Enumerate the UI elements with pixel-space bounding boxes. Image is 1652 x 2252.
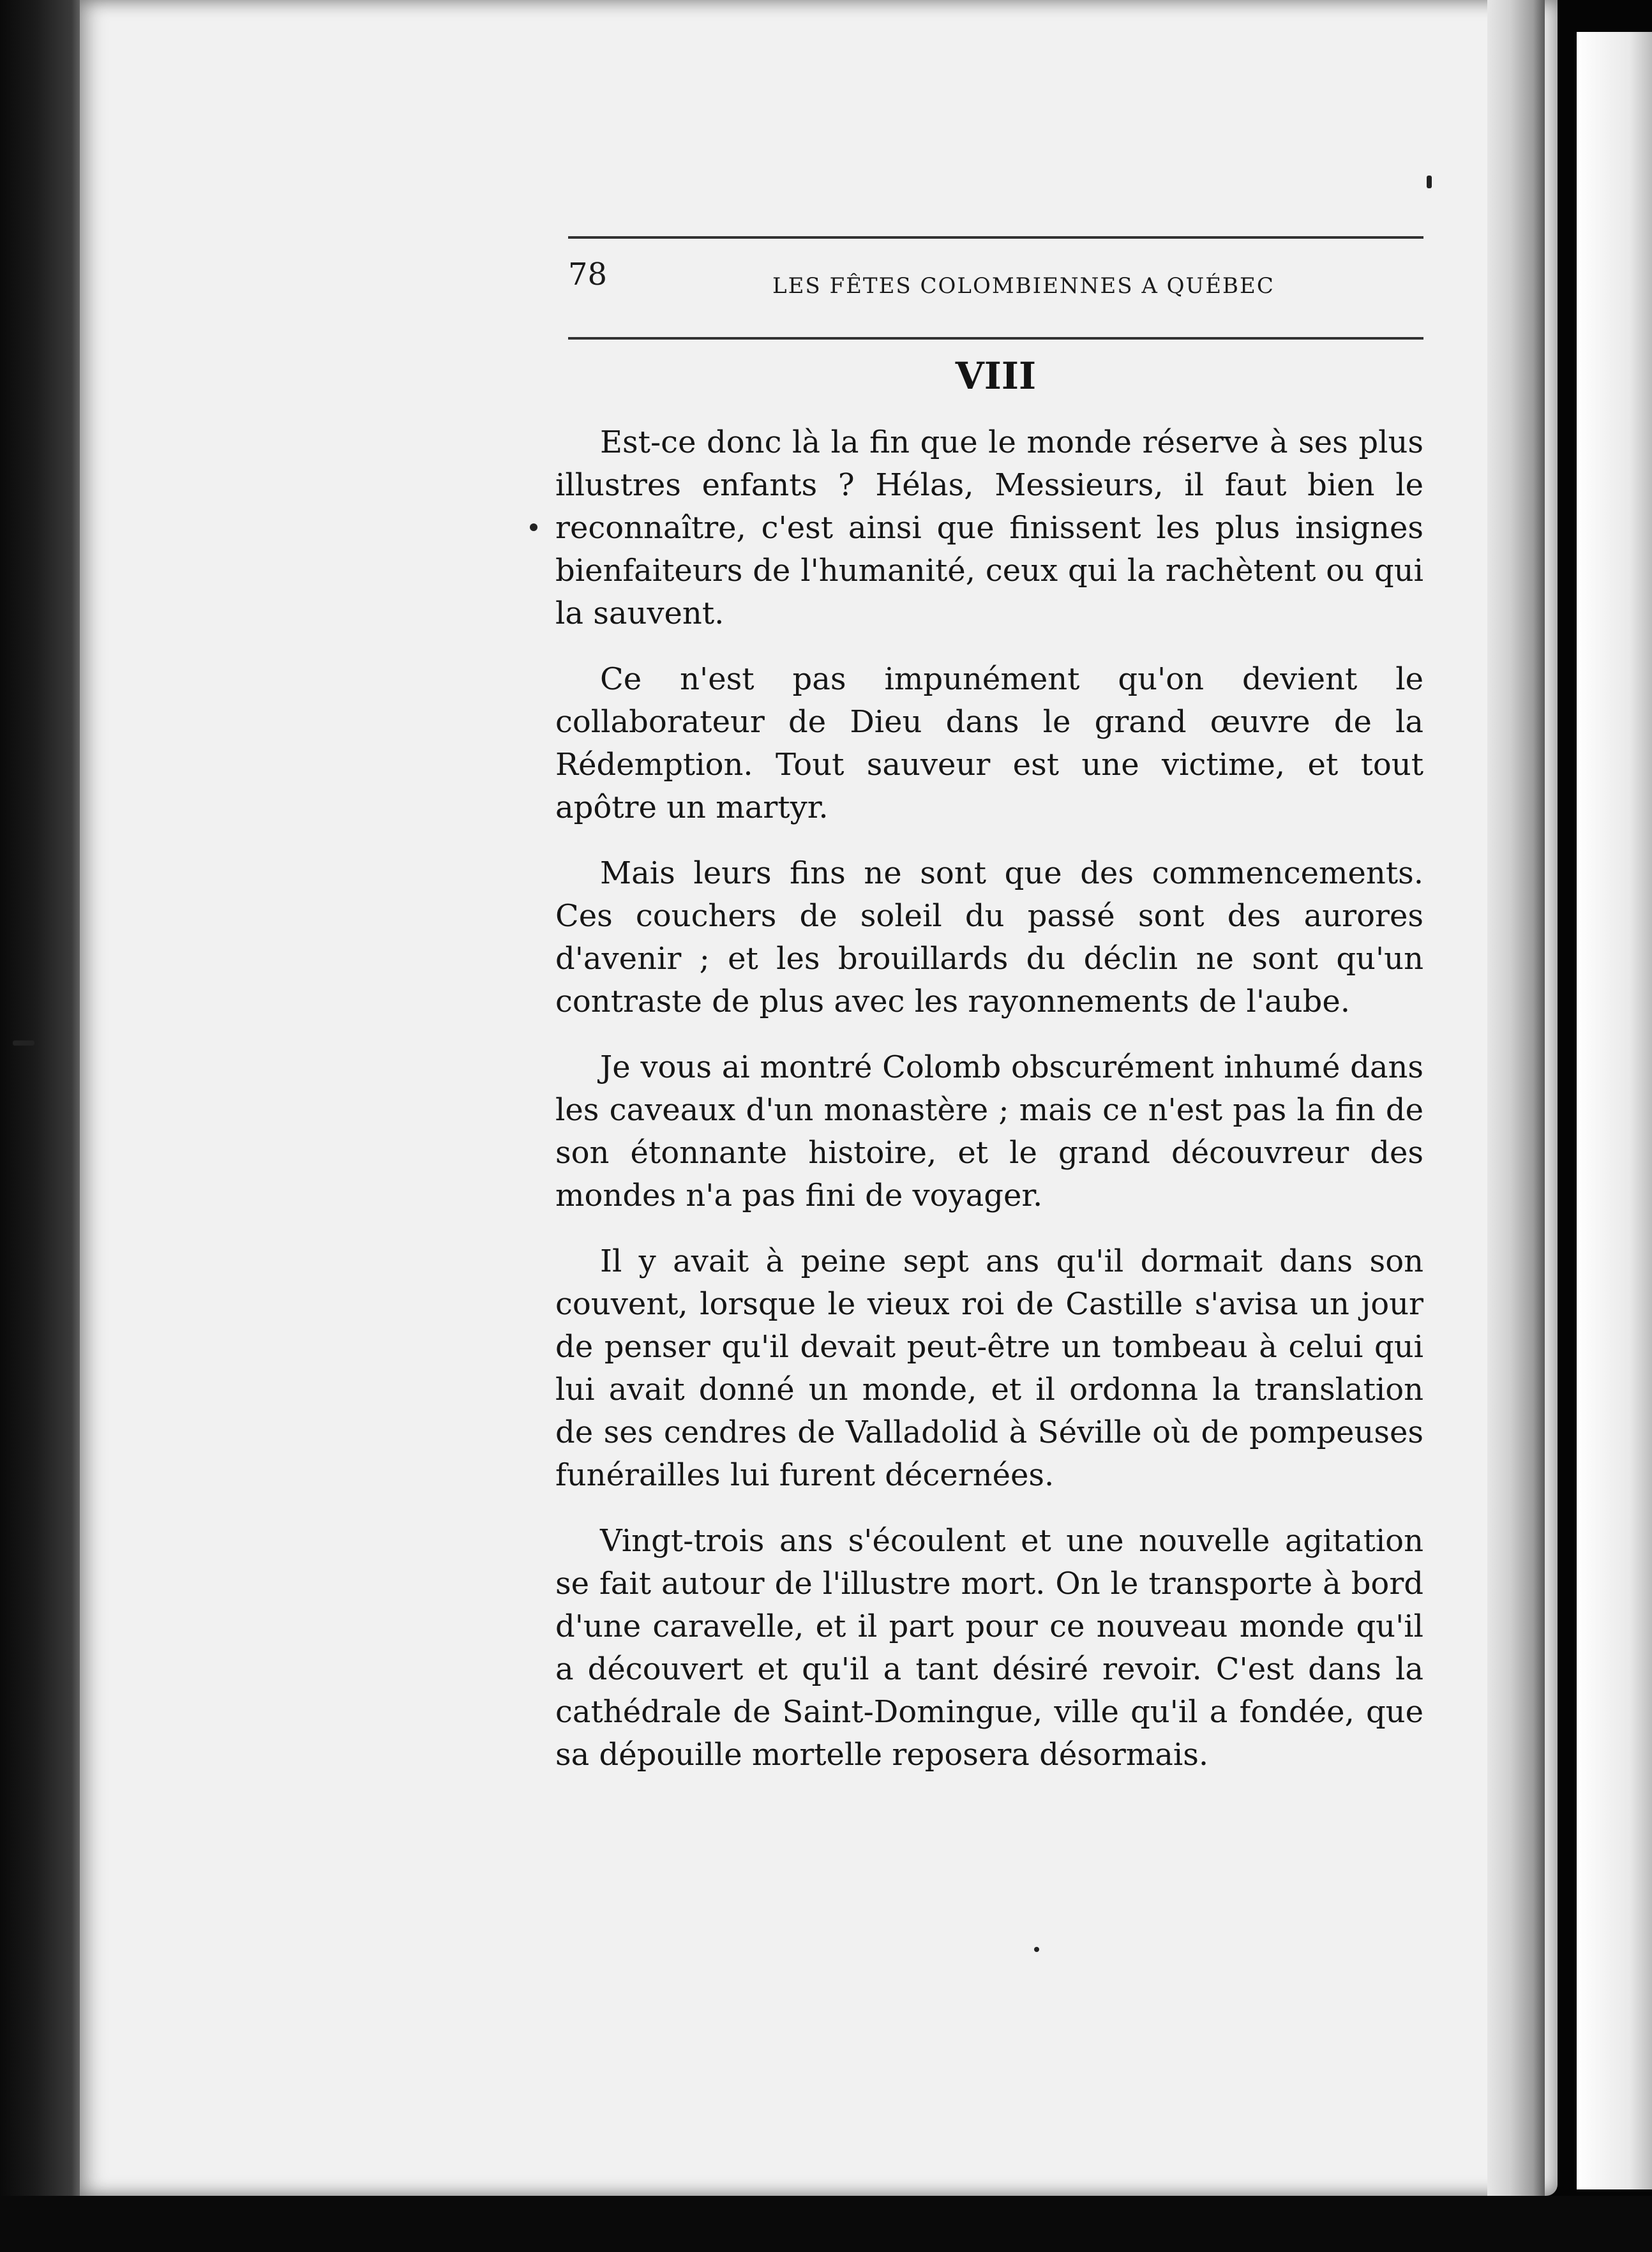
- adjacent-page-edge: [1577, 32, 1652, 2189]
- paragraph-2: Ce n'est pas impunément qu'on devient le collaborateur de Dieu dans le grand œuvre de la Rédemption. Tout sauveur est une victime, et tout apôtre un martyr.: [555, 661, 1423, 825]
- ink-speck: [530, 523, 537, 531]
- paragraph-1: Est-ce donc là la fin que le monde réserve à ses plus illustres enfants ? Hélas, Messieurs, il faut bien le reconnaître, c'est ainsi que finissent les plus insignes bienfaiteurs de l'humanité, ceux qui la rachètent ou qui la sauvent.: [555, 424, 1423, 631]
- scan-background: [0, 2196, 1652, 2252]
- paragraph-4: Je vous ai montré Colomb obscurément inhumé dans les caveaux d'un monastère ; mais ce n'est pas la fin de son étonnante histoire, et le grand découvreur des mondes n'a pas fini de voyager.: [555, 1049, 1423, 1213]
- paragraph-6: Vingt-trois ans s'écoulent et une nouvelle agitation se fait autour de l'illustre mort. On le transporte à bord d'une caravelle, et il part pour ce nouveau monde qu'il a découvert et qu'il a tant désiré revoir. C'est dans la cathédrale de Saint-Domingue, ville qu'il a fondée, que sa dépouille mortelle reposera désormais.: [555, 1523, 1423, 1773]
- binding-edge: [0, 0, 89, 2252]
- body-text: [555, 421, 1423, 1799]
- running-title: LES FÊTES COLOMBIENNES A QUÉBEC: [772, 273, 1275, 299]
- page-fold-shadow: [1487, 0, 1545, 2196]
- paragraph-3: Mais leurs fins ne sont que des commencements. Ces couchers de soleil du passé sont des aurores d'avenir ; et les brouillards du déclin ne sont qu'un contraste de plus avec les rayonnements de l'aube.: [555, 855, 1423, 1019]
- paragraph-5: Il y avait à peine sept ans qu'il dormait dans son couvent, lorsque le vieux roi de Castille s'avisa un jour de penser qu'il devait peut-être un tombeau à celui qui lui avait donné un monde, et il ordonna la translation de ses cendres de Valladolid à Séville où de pompeuses funérailles lui furent décernées.: [555, 1243, 1423, 1493]
- page-number: 78: [568, 257, 608, 292]
- ink-speck: [1427, 176, 1432, 188]
- ink-speck: [1034, 1947, 1039, 1952]
- header-top-rule: [568, 236, 1423, 239]
- header-bottom-rule: [568, 337, 1423, 340]
- ink-speck: [13, 1040, 34, 1046]
- section-heading: VIII: [955, 354, 1037, 398]
